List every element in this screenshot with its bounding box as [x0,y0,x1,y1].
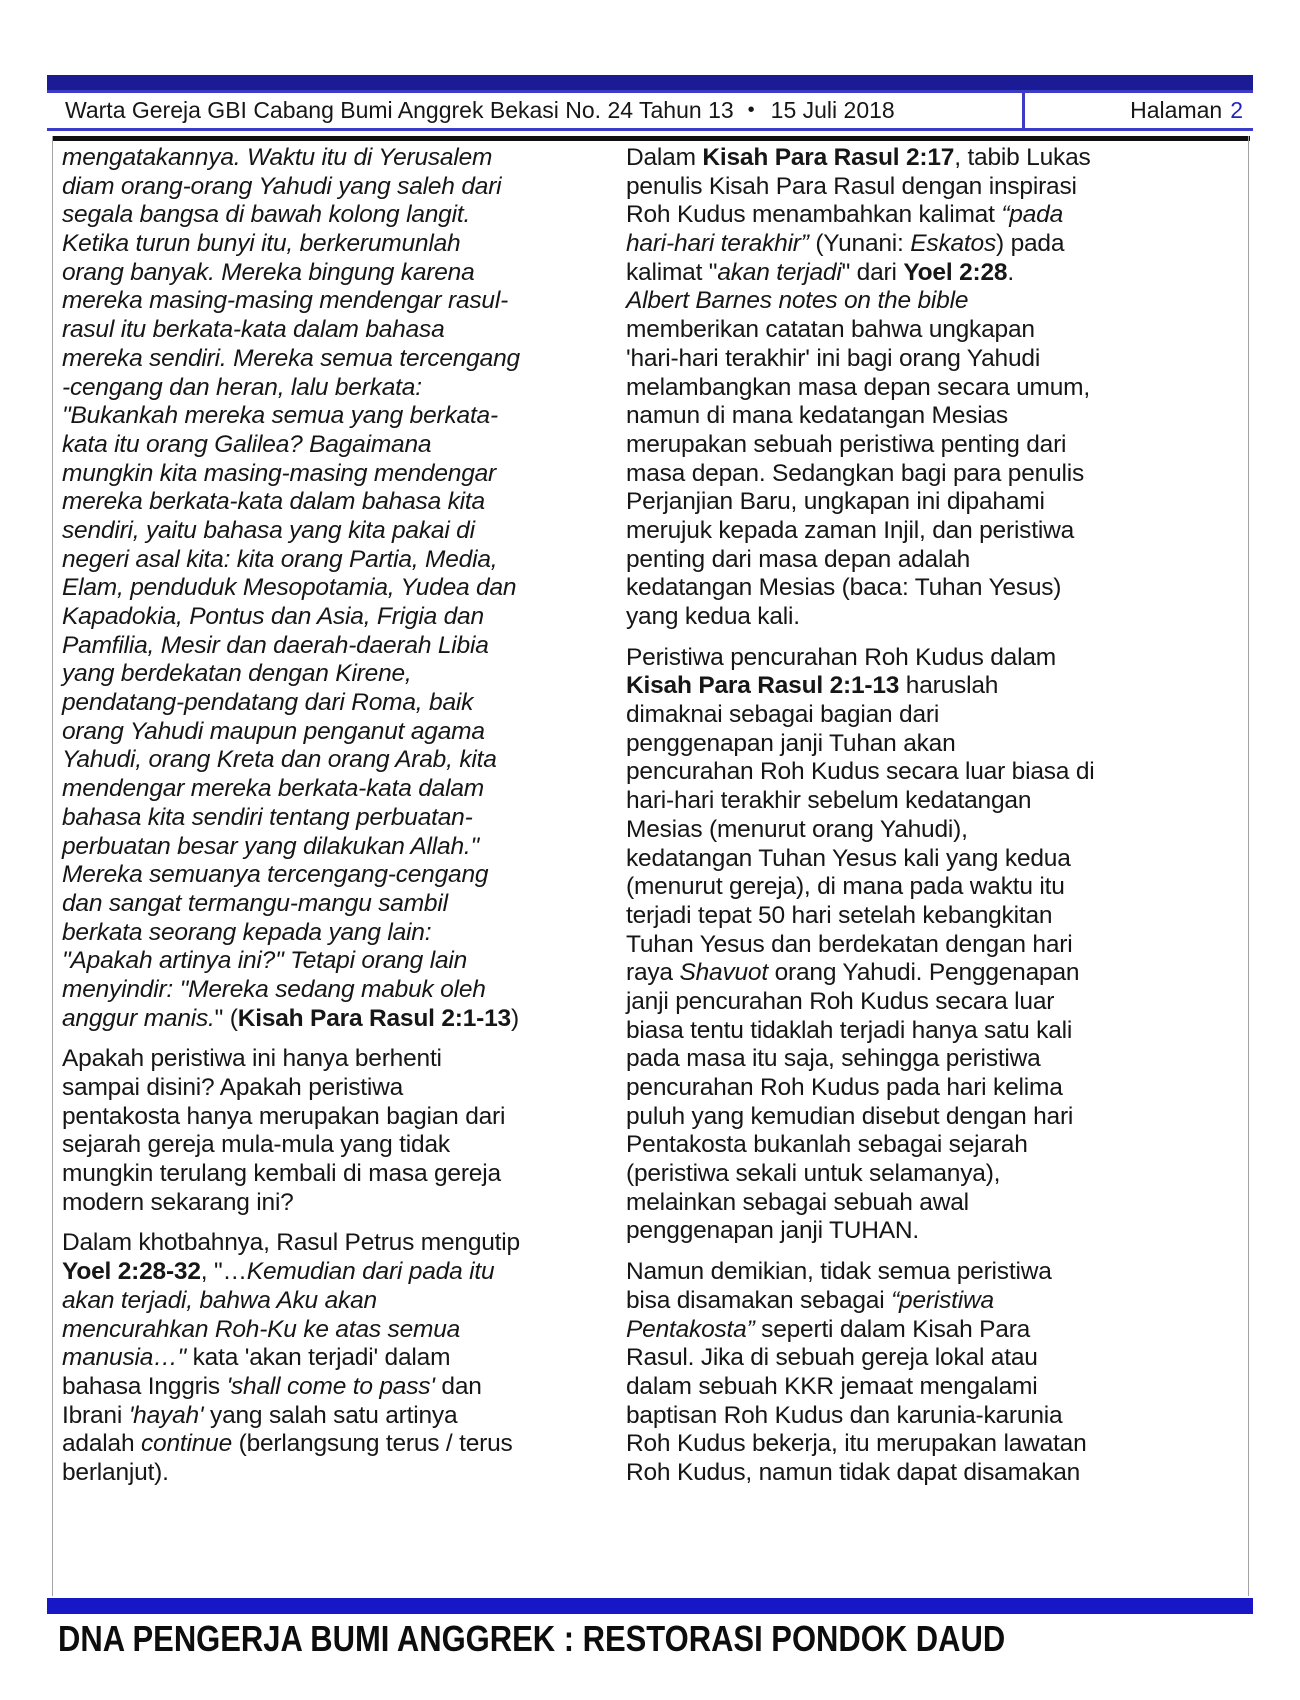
text-run: Albert Barnes notes on the bible [626,287,969,315]
text-run: , "… [200,1258,247,1286]
text-line [62,718,608,747]
text-line [62,603,608,632]
text-run: adalah [62,1430,141,1458]
text-line [626,230,1146,259]
text-line [62,287,608,316]
left-column-border [52,136,53,1596]
text-run: baptisan Roh Kudus dan karunia-karunia [626,1401,1063,1429]
text-run: seperti dalam Kisah Para [754,1315,1031,1343]
text-run: mereka berkata-kata dalam bahasa kita [62,488,485,516]
text-line [626,259,1146,288]
text-run: Tuhan Yesus dan berdekatan dengan hari [626,930,1073,958]
text-line [62,1045,608,1074]
text-run: akan terjadi [717,258,842,286]
text-run: hari-hari terakhir” [626,230,809,258]
text-line [626,644,1146,673]
text-line [626,345,1146,374]
text-run: bahasa kita sendiri tentang perbuatan- [62,803,473,831]
footer-headline: DNA PENGERJA BUMI ANGGREK : RESTORASI PONDOK DAUD [58,1618,1006,1659]
text-line [626,816,1146,845]
text-run: orang Yahudi. Penggenapan [767,959,1080,987]
text-line [62,1131,608,1160]
right-text-column [626,144,1146,1488]
text-run: " ( [214,1004,238,1032]
text-run: Ibrani [62,1401,129,1429]
text-run: negeri asal kita: kita orang Partia, Media, [62,545,498,573]
text-run: berkata seorang kepada yang lain: [62,918,432,946]
text-line [626,1402,1146,1431]
header-top-bar [47,75,1253,93]
text-run: continue [140,1430,233,1458]
paragraph [62,1229,608,1487]
text-line [62,431,608,460]
text-line [626,701,1146,730]
text-line [62,574,608,603]
text-run: Namun demikian, tidak semua peristiwa [626,1258,1052,1286]
text-run: yang salah satu artinya [203,1401,458,1429]
text-run: masa depan. Sedangkan bagi para penulis [626,459,1085,487]
text-line [62,1430,608,1459]
text-run: Kapadokia, Pontus dan Asia, Frigia dan [62,603,484,630]
text-line [62,517,608,546]
text-line [62,546,608,575]
text-run: rasul itu berkata-kata dalam bahasa [62,316,445,344]
text-line [626,1160,1146,1189]
text-run: melainkan sebagai sebuah awal [626,1188,969,1216]
text-line [62,976,608,1005]
text-line [62,1103,608,1132]
text-line [626,1258,1146,1287]
text-run: 'shall come to pass' [226,1372,435,1400]
text-run: perbuatan besar yang dilakukan Allah." [62,832,479,860]
text-line [626,730,1146,759]
text-line [626,201,1146,230]
text-run: Ketika turun bunyi itu, berkerumunlah [62,230,461,258]
text-line [62,1344,608,1373]
text-run: dalam sebuah KKR jemaat mengalami [626,1372,1038,1400]
text-run: melambangkan masa depan secara umum, [626,373,1090,401]
text-run: mereka masing-masing mendengar rasul- [62,287,509,315]
text-run: Dalam [626,144,703,171]
text-run: orang banyak. Mereka bingung karena [62,258,475,286]
text-line [626,1344,1146,1373]
text-run: terjadi tepat 50 hari setelah kebangkitan [626,901,1053,929]
text-run: (Yunani: [808,230,911,258]
text-line [62,1373,608,1402]
text-run: yang berdekatan dengan Kirene, [62,660,412,688]
footer-bar [47,1598,1253,1614]
text-line [626,1373,1146,1402]
paragraph [62,144,608,1033]
text-run: penting dari masa depan adalah [626,545,971,573]
text-line [626,603,1146,632]
text-run: Mereka semuanya tercengang-cengang [62,861,489,889]
text-run: sejarah gereja mula-mula yang tidak [62,1131,450,1159]
masthead-right [1022,93,1253,128]
text-line [62,488,608,517]
text-line [62,1005,608,1034]
text-run: penggenapan janji TUHAN. [626,1217,920,1245]
text-run: orang Yahudi maupun penganut agama [62,717,485,745]
text-run: kata 'akan terjadi' dalam [192,1344,451,1372]
bullet-separator: • [747,99,755,121]
text-run: Kemudian dari pada itu [246,1258,495,1286]
text-line [626,1459,1146,1488]
text-run: menyindir: "Mereka sedang mabuk oleh [62,975,486,1003]
left-text-column [62,144,608,1488]
text-run: pencurahan Roh Kudus secara luar biasa di [626,758,1095,786]
paragraph [626,144,1146,632]
text-line [626,1316,1146,1345]
text-run: Mesias (menurut orang Yahudi), [626,815,968,843]
text-run: sampai disini? Apakah peristiwa [62,1074,404,1101]
masthead [47,93,1253,131]
text-run: yang kedua kali. [626,603,800,630]
text-line [62,201,608,230]
text-run: dimaknai sebagai bagian dari [626,701,940,729]
text-run: Perjanjian Baru, ungkapan ini dipahami [626,488,1045,516]
content-top-rule [53,136,1250,141]
text-line [62,345,608,374]
text-run: Kisah Para Rasul 2:1-13 [626,672,900,700]
text-line [626,931,1146,960]
text-line [62,919,608,948]
text-run: Yoel 2:28-32 [62,1258,201,1286]
text-line [626,374,1146,403]
text-line [62,746,608,775]
text-run: mereka sendiri. Mereka semua tercengang [62,344,520,372]
text-line [62,689,608,718]
text-line [626,1131,1146,1160]
text-run: (berlangsung terus / terus [232,1430,513,1458]
newsletter-title: Warta Gereja GBI Cabang Bumi Anggrek Bekasi No. 24 Tahun 13 [65,97,734,123]
text-line [62,660,608,689]
issue-date: 15 Juli 2018 [770,97,895,123]
text-run: ) pada [996,230,1065,258]
text-run: Yoel 2:28 [903,258,1008,286]
text-line [626,845,1146,874]
text-run: raya [626,959,680,987]
masthead-left [47,93,1022,128]
text-run: kata itu orang Galilea? Bagaimana [62,430,432,458]
text-run: Rasul. Jika di sebuah gereja lokal atau [626,1344,1038,1372]
text-line [62,861,608,890]
text-run: Pentakosta” [626,1315,755,1343]
text-line [62,316,608,345]
text-run: mungkin kita masing-masing mendengar [62,459,497,487]
text-run: diam orang-orang Yahudi yang saleh dari [62,172,502,200]
text-run: haruslah [899,672,999,700]
text-line [626,431,1146,460]
text-run: " dari [841,258,904,286]
text-line [62,1459,608,1488]
text-run: 'hayah' [128,1401,204,1429]
text-run: “pada [1001,201,1063,229]
text-run: sendiri, yaitu bahasa yang kita pakai di [62,516,475,544]
text-line [62,1402,608,1431]
text-line [62,374,608,403]
text-run: Elam, penduduk Mesopotamia, Yudea dan [62,574,517,602]
text-line [626,787,1146,816]
text-run: namun di mana kedatangan Mesias [626,402,1008,430]
text-run: “peristiwa [891,1286,994,1314]
text-run: hari-hari terakhir sebelum kedatangan [626,787,1032,815]
text-run: (menurut gereja), di mana pada waktu itu [626,873,1065,901]
text-line [626,988,1146,1017]
text-run: Pentakosta bukanlah sebagai sejarah [626,1131,1028,1159]
text-line [626,316,1146,345]
text-line [62,1316,608,1345]
text-run: ) [510,1004,519,1032]
text-run: mencurahkan Roh-Ku ke atas semua [62,1315,461,1343]
text-run: segala bangsa di bawah kolong langit. [62,201,471,229]
text-run: mengatakannya. Waktu itu di Yerusalem [62,144,493,171]
text-run: puluh yang kemudian disebut dengan hari [626,1102,1074,1130]
text-line [62,1287,608,1316]
text-run: , tabib Lukas [954,144,1091,171]
text-line [626,873,1146,902]
text-run: Shavuot [679,959,768,987]
text-run: modern sekarang ini? [62,1188,294,1216]
text-run: merupakan sebuah peristiwa penting dari [626,430,1067,458]
paragraph [626,1258,1146,1488]
text-line [62,230,608,259]
text-line [62,460,608,489]
text-line [62,890,608,919]
text-line [62,1258,608,1287]
text-run: Peristiwa pencurahan Roh Kudus dalam [626,643,1056,671]
text-run: penulis Kisah Para Rasul dengan inspirasi [626,172,1077,200]
text-line [626,488,1146,517]
text-line [62,402,608,431]
text-run: dan sangat termangu-mangu sambil [62,889,448,917]
text-line [626,1074,1146,1103]
text-line [626,1217,1146,1246]
text-run: "Bukankah mereka semua yang berkata- [62,402,498,430]
text-line [62,259,608,288]
text-run: mendengar mereka berkata-kata dalam [62,775,484,803]
text-line [62,144,608,173]
page-number: 2 [1230,97,1243,123]
text-run: pada masa itu saja, sehingga peristiwa [626,1045,1041,1073]
text-line [626,1045,1146,1074]
text-run: bisa disamakan sebagai [626,1286,892,1314]
text-run: memberikan catatan bahwa ungkapan [626,316,1035,344]
text-run: penggenapan janji Tuhan akan [626,729,956,757]
page-label: Halaman [1130,97,1223,123]
text-line [626,902,1146,931]
text-line [626,1103,1146,1132]
text-line [626,1430,1146,1459]
text-run: "Apakah artinya ini?" Tetapi orang lain [62,947,468,975]
text-line [626,1287,1146,1316]
text-run: kedatangan Mesias (baca: Tuhan Yesus) [626,574,1062,602]
text-run: dan [434,1372,482,1400]
text-line [626,1017,1146,1046]
text-line [626,173,1146,202]
text-line [62,1189,608,1218]
text-line [62,804,608,833]
text-run: . [1007,258,1014,286]
text-run: pentakosta hanya merupakan bagian dari [62,1102,506,1130]
text-line [626,402,1146,431]
text-line [626,574,1146,603]
text-run: Roh Kudus, namun tidak dapat disamakan [626,1458,1081,1486]
text-run: Pamfilia, Mesir dan daerah-daerah Libia [62,631,489,659]
text-run: anggur manis. [62,1004,215,1032]
text-line [62,1074,608,1103]
text-run: Kisah Para Rasul 2:17 [702,144,955,171]
text-line [62,173,608,202]
text-line [626,1189,1146,1218]
text-line [626,758,1146,787]
text-run: Roh Kudus bekerja, itu merupakan lawatan [626,1430,1087,1458]
text-run: Dalam khotbahnya, Rasul Petrus mengutip [62,1229,520,1257]
text-run: (peristiwa sekali untuk selamanya), [626,1160,1001,1188]
text-run: akan terjadi, bahwa Aku akan [62,1286,377,1314]
text-run: merujuk kepada zaman Injil, dan peristiwa [626,516,1075,544]
text-line [626,672,1146,701]
text-run: biasa tentu tidaklah terjadi hanya satu kali [626,1016,1073,1044]
text-run: -cengang dan heran, lalu berkata: [62,373,422,401]
text-line [62,1160,608,1189]
paragraph [626,644,1146,1246]
text-line [626,460,1146,489]
text-run: Yahudi, orang Kreta dan orang Arab, kita [62,746,497,774]
text-run: kalimat " [626,258,718,286]
text-run: pencurahan Roh Kudus pada hari kelima [626,1074,1063,1101]
paragraph [62,1045,608,1217]
text-run: berlanjut). [62,1458,169,1486]
text-line [62,1229,608,1258]
text-line [62,632,608,661]
text-line [626,546,1146,575]
text-run: Eskatos [910,230,996,258]
text-line [626,959,1146,988]
text-run: kedatangan Tuhan Yesus kali yang kedua [626,844,1071,872]
text-run: manusia…" [62,1344,193,1372]
text-run: 'hari-hari terakhir' ini bagi orang Yahudi [626,344,1041,372]
text-run: Kisah Para Rasul 2:1-13 [237,1004,511,1032]
text-run: Roh Kudus menambahkan kalimat [626,201,1002,229]
text-line [626,287,1146,316]
text-run: pendatang-pendatang dari Roma, baik [62,689,474,717]
text-run: Apakah peristiwa ini hanya berhenti [62,1045,442,1073]
text-line [62,947,608,976]
right-column-border [1248,136,1249,1596]
text-run: janji pencurahan Roh Kudus secara luar [626,987,1055,1015]
text-line [626,144,1146,173]
text-run: mungkin terulang kembali di masa gereja [62,1160,501,1188]
text-line [62,775,608,804]
text-run: bahasa Inggris [62,1372,227,1400]
text-line [626,517,1146,546]
text-line [62,833,608,862]
